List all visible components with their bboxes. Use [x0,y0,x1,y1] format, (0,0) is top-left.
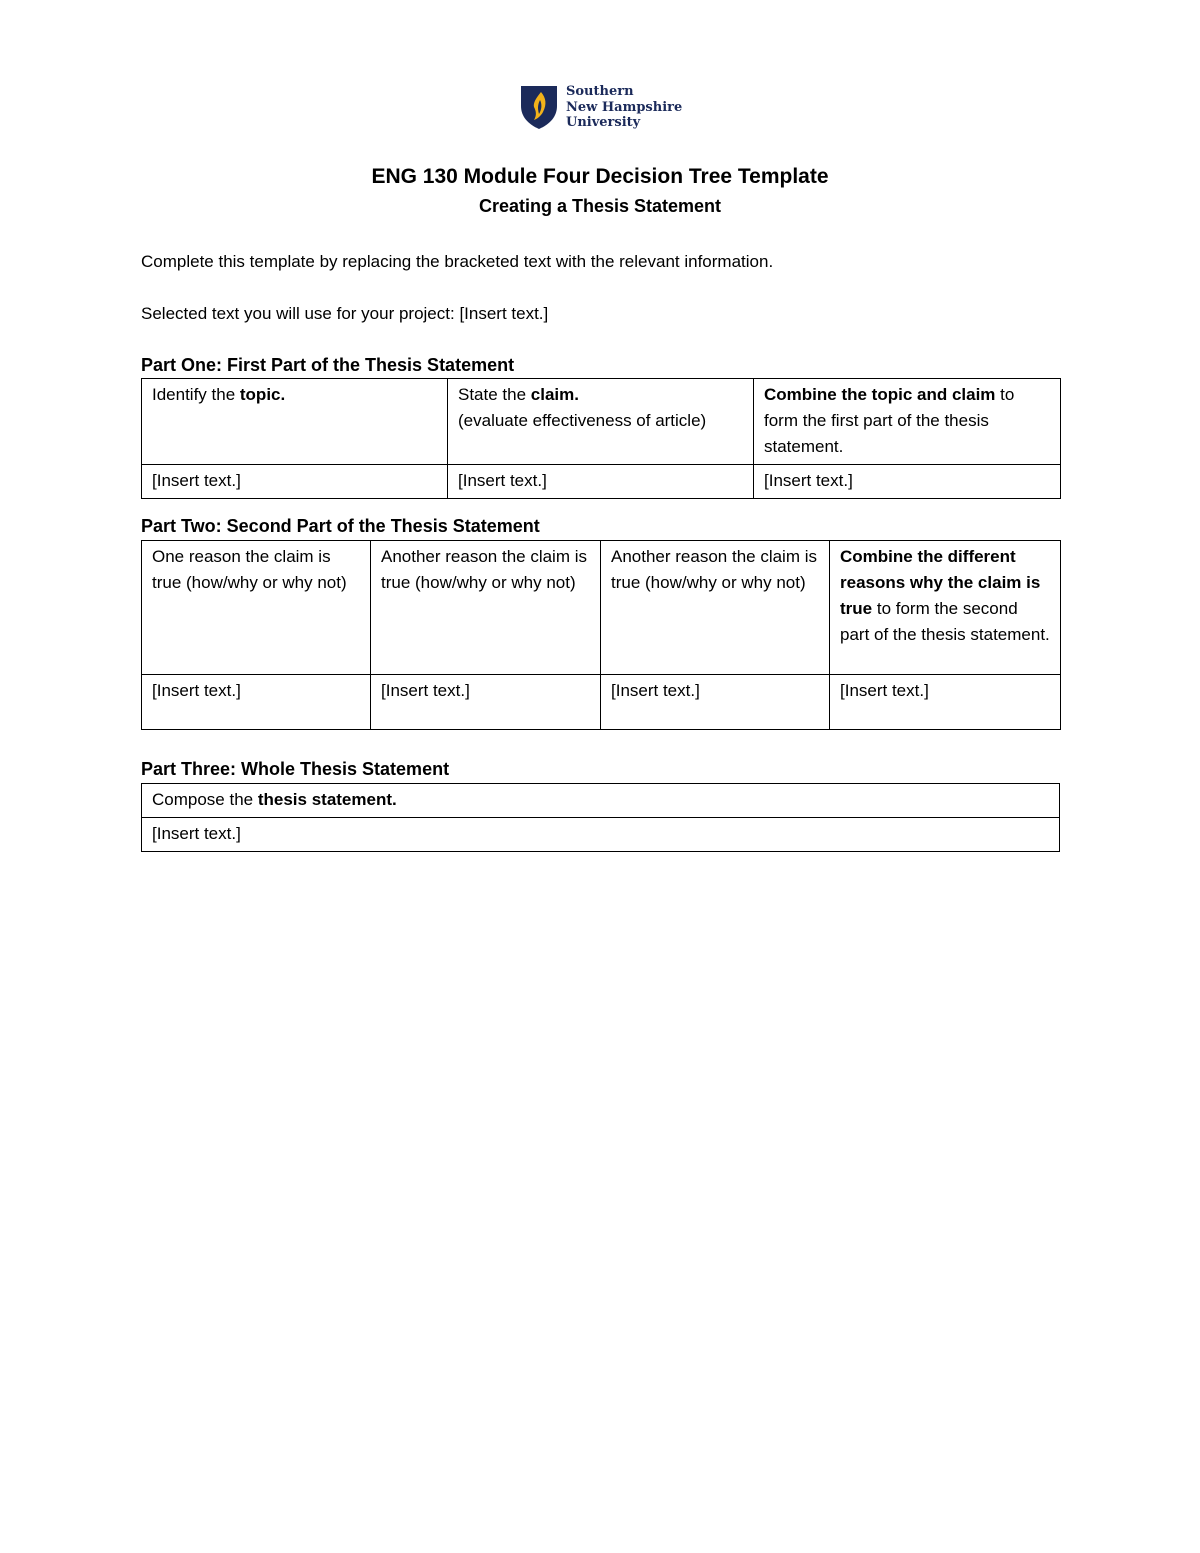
table-row [142,379,1061,465]
part-two-reason-2-header: Another reason the claim is true (how/why or why not) [371,541,601,675]
table-row [142,818,1060,852]
part-two-reason-1-input[interactable]: [Insert text.] [142,675,371,730]
part-three-compose-header: Compose the thesis statement. [142,784,1060,818]
table-row [142,541,1061,675]
part-one-topic-header: Identify the topic. [142,379,448,465]
part-one-topic-input[interactable]: [Insert text.] [142,465,448,499]
part-two-combine-header: Combine the different reasons why the claim is true to form the second part of the thesis statement. [830,541,1061,675]
part-three-heading: Part Three: Whole Thesis Statement [141,759,450,779]
part-one-claim-header: State the claim. (evaluate effectiveness of article) [448,379,754,465]
part-two-reason-3-header: Another reason the claim is true (how/why or why not) [601,541,830,675]
university-logo [520,84,690,134]
part-two-heading: Part Two: Second Part of the Thesis Statement [141,516,540,536]
selected-text-label: Selected text you will use for your project: [141,304,460,323]
logo-line-1: Southern [566,84,634,99]
shield-flame-icon [520,84,558,130]
part-one-claim-input[interactable]: [Insert text.] [448,465,754,499]
part-one-table [141,378,1061,499]
part-one-combine-header: Combine the topic and claim to form the first part of the thesis statement. [754,379,1061,465]
table-row [142,465,1061,499]
selected-text-line [141,304,548,324]
part-three-thesis-input[interactable]: [Insert text.] [142,818,1060,852]
part-two-reason-3-input[interactable]: [Insert text.] [601,675,830,730]
logo-line-3: University [566,115,641,130]
part-three-table [141,783,1060,852]
part-two-table [141,540,1061,730]
table-row [142,675,1061,730]
document-subtitle: Creating a Thesis Statement [478,196,722,216]
document-title: ENG 130 Module Four Decision Tree Template [371,165,829,188]
part-two-reason-1-header: One reason the claim is true (how/why or why not) [142,541,371,675]
selected-text-value[interactable]: [Insert text.] [459,304,549,323]
instructions: Complete this template by replacing the bracketed text with the relevant information. [141,252,774,271]
part-one-combine-input[interactable]: [Insert text.] [754,465,1061,499]
part-two-combine-input[interactable]: [Insert text.] [830,675,1061,730]
part-two-reason-2-input[interactable]: [Insert text.] [371,675,601,730]
table-row [142,784,1060,818]
logo-line-2: New Hampshire [566,99,683,115]
part-one-heading: Part One: First Part of the Thesis Statement [141,355,515,375]
